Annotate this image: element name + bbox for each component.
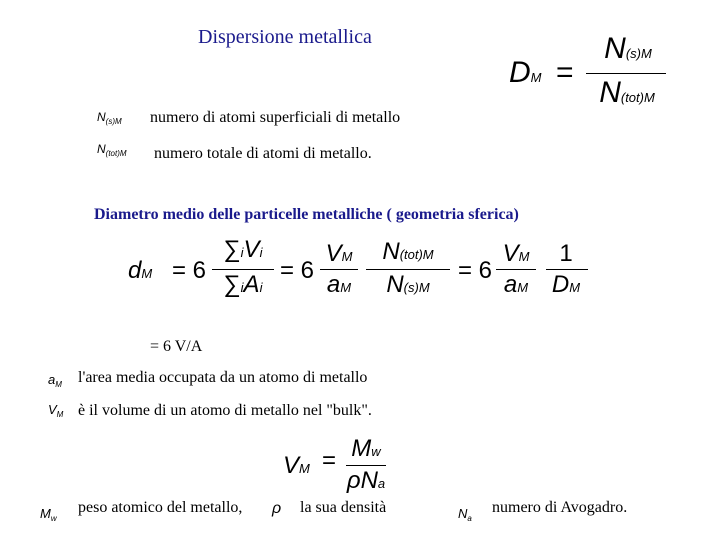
f4-numerator: VM [502,240,530,267]
symbol-mw: $M_w$ [40,506,57,523]
subtitle: Diametro medio delle particelle metalliche ( geometria sferica) [94,206,519,223]
d-lhs: d [128,257,142,284]
symbol-ns: $N_{(s)M}$ [97,110,122,126]
d-eq1: = 6 [172,257,207,284]
f5-numerator: 1 [559,240,573,267]
f2-fraction-bar [320,269,358,270]
d-lhs-sub: M [141,266,153,281]
vm-equals: = [322,447,337,474]
f2-denominator: aM [326,271,352,298]
vm-denominator: ρNa [346,467,386,494]
f3-denominator: N(s)M [386,271,430,298]
dm-denominator: N(tot)M [599,76,655,109]
am-definition: l'area media occupata da un atomo di metallo [78,369,368,386]
d-eq3: = 6 [458,257,493,284]
symbol-am: $a_M$ [48,372,62,389]
sum-fraction-bar [212,269,274,270]
ns-definition: numero di atomi superficiali di metallo [150,109,401,126]
sum-numerator: ∑iVi [223,236,263,263]
f2-numerator: VM [325,240,353,267]
rho-definition: la sua densità [300,499,387,516]
dm-equals: = [556,56,574,89]
f5-fraction-bar [546,269,588,270]
vm-lhs-sub: M [299,461,310,476]
dm-numerator: N(s)M [604,32,652,65]
vm-lhs: V [283,452,300,479]
vm-definition: è il volume di un atomo di metallo nel "bulk". [78,402,372,419]
ntot-definition: numero totale di atomi di metallo. [154,145,372,162]
dm-fraction-bar [586,73,666,74]
dm-lhs-sub: M [530,70,542,85]
symbol-rho: ρ [272,500,282,517]
sum-denominator: ∑iAi [223,271,263,298]
dm-lhs: D [509,56,531,89]
mw-definition: peso atomico del metallo, [78,499,243,516]
f3-fraction-bar [366,269,450,270]
d-eq2: = 6 [280,257,315,284]
f4-fraction-bar [496,269,536,270]
f4-denominator: aM [503,271,529,298]
vm-numerator: Mw [351,435,381,462]
symbol-na: $N_a$ [458,506,472,523]
f5-denominator: DM [551,271,581,298]
f3-numerator: N(tot)M [382,238,434,265]
vm-fraction-bar [346,465,386,466]
relation-text: = 6 V/A [150,338,203,355]
symbol-ntot: $N_{(tot)M}$ [97,142,127,158]
page-title: Dispersione metallica [198,26,372,48]
symbol-vm: $V_M$ [48,402,64,419]
na-definition: numero di Avogadro. [492,499,628,516]
